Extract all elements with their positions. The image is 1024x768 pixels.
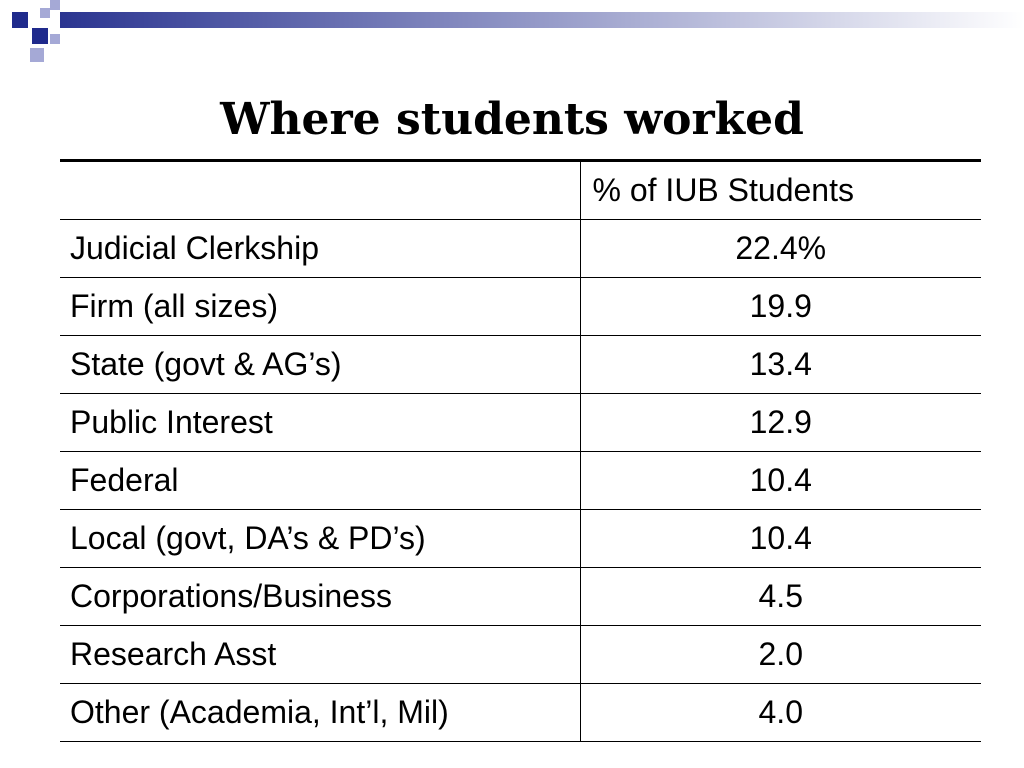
row-value: 2.0 [580, 626, 981, 684]
row-label: Local (govt, DA’s & PD’s) [60, 510, 580, 568]
row-value: 4.5 [580, 568, 981, 626]
slide-title: Where students worked [220, 94, 804, 145]
row-value: 10.4 [580, 510, 981, 568]
row-value: 13.4 [580, 336, 981, 394]
row-label: State (govt & AG’s) [60, 336, 580, 394]
deco-square-navy [12, 12, 28, 28]
row-label: Other (Academia, Int’l, Mil) [60, 684, 580, 742]
row-value: 4.0 [580, 684, 981, 742]
table-row [60, 278, 981, 336]
row-label: Judicial Clerkship [60, 220, 580, 278]
row-value: 22.4% [580, 220, 981, 278]
table-row [60, 626, 981, 684]
deco-square-lavender [50, 0, 60, 10]
header-label-cell [60, 162, 580, 220]
deco-square-lavender [30, 48, 44, 62]
table-row [60, 684, 981, 742]
row-label: Public Interest [60, 394, 580, 452]
deco-square-navy [32, 28, 48, 44]
row-value: 12.9 [580, 394, 981, 452]
table-row [60, 568, 981, 626]
table-row [60, 394, 981, 452]
table-row [60, 336, 981, 394]
deco-square-lavender [40, 8, 50, 18]
header-value-cell: % of IUB Students [580, 162, 981, 220]
row-label: Corporations/Business [60, 568, 580, 626]
row-value: 10.4 [580, 452, 981, 510]
header-decoration [0, 0, 1024, 64]
row-label: Firm (all sizes) [60, 278, 580, 336]
table-row [60, 452, 981, 510]
row-label: Federal [60, 452, 580, 510]
table-row [60, 510, 981, 568]
deco-square-lavender [50, 34, 60, 44]
table-header-row [60, 162, 981, 220]
row-label: Research Asst [60, 626, 580, 684]
table-row [60, 220, 981, 278]
deco-gradient-bar [60, 12, 1024, 28]
row-value: 19.9 [580, 278, 981, 336]
data-table [60, 162, 981, 742]
